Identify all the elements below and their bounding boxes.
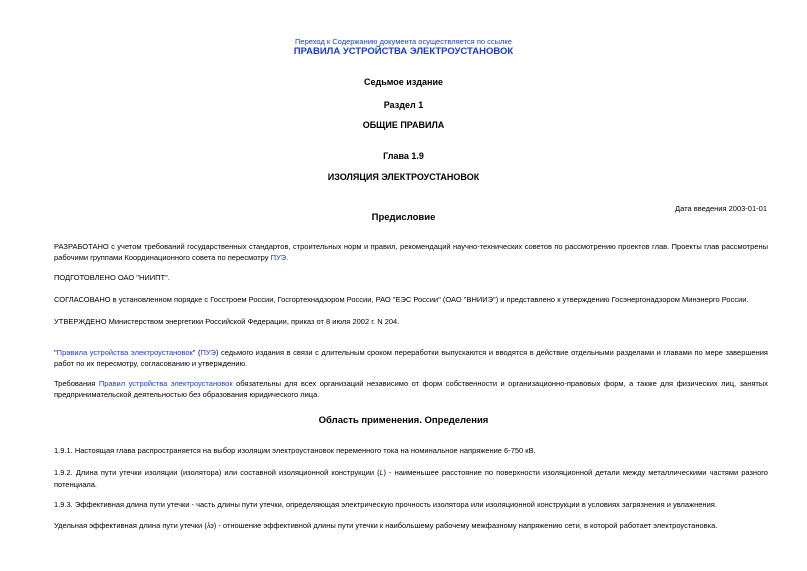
- preface-paragraph-requirements: Требования Правил устройства электроустановок обязательны для всех организаций независимо от форм собственности и организационно-правовых форм, а также для физических лиц, занятых предпринимательской деятельностью без образования юридического лица.: [54, 379, 768, 399]
- preface-paragraph-prepared: ПОДГОТОВЛЕНО ОАО "НИИПТ".: [54, 273, 170, 282]
- rules-link-2[interactable]: Правил устройства электроустановок: [98, 379, 233, 388]
- clause-specific-leakage: Удельная эффективная длина пути утечки (λэ) - отношение эффективной длины пути утечки к наибольшему рабочему межфазному напряжению сети, в которой работает электроустановка.: [54, 521, 718, 530]
- chapter-title: ИЗОЛЯЦИЯ ЭЛЕКТРОУСТАНОВОК: [327, 172, 480, 182]
- edition-heading: Седьмое издание: [364, 77, 443, 87]
- preface-heading: Предисловие: [371, 212, 436, 223]
- rules-link[interactable]: Правила устройства электроустановок: [56, 348, 193, 357]
- pue-link[interactable]: ПУЭ: [270, 253, 286, 262]
- preface-paragraph-developed: РАЗРАБОТАНО с учетом требований государственных стандартов, строительных норм и правил, рекомендаций научно-технических советов по рассмотрению проектов глав. Проекты глав рассмотрены рабочими группами Координационного совета по пересмотру ПУЭ.: [54, 242, 768, 262]
- contents-link[interactable]: Переход к Содержанию документа осуществляется по ссылке: [295, 37, 512, 46]
- leakage-length-symbol: L: [379, 470, 384, 477]
- section-title: ОБЩИЕ ПРАВИЛА: [362, 120, 445, 130]
- section-heading: Раздел 1: [383, 100, 424, 110]
- clause-1-9-1: 1.9.1. Настоящая глава распространяется на выбор изоляции электроустановок переменного тока на номинальное напряжение 6-750 кВ.: [54, 446, 536, 455]
- effective-date: Дата введения 2003-01-01: [675, 204, 767, 213]
- chapter-heading: Глава 1.9: [383, 151, 424, 161]
- preface-paragraph-agreed: СОГЛАСОВАНО в установленном порядке с Госстроем России, Госгортехнадзором России, РАО "ЕЭС России" (ОАО "ВНИИЭ") и представлено к утверждению Госэнергонадзором Минэнерго России.: [54, 295, 749, 304]
- clause-1-9-2: 1.9.2. Длина пути утечки изоляции (изолятора) или составной изоляционной конструкции (L) - наименьшее расстояние по поверхности изоляционной детали между металлическими частями разного потенциала.: [54, 468, 768, 489]
- preface-paragraph-approved: УТВЕРЖДЕНО Министерством энергетики Российской Федерации, приказ от 8 июля 2002 г. N 204.: [54, 317, 400, 326]
- scope-heading: Область применения. Определения: [318, 415, 489, 426]
- pue-link-2[interactable]: ПУЭ: [200, 348, 216, 357]
- specific-leakage-symbol: λэ: [206, 523, 214, 530]
- preface-paragraph-edition: "Правила устройства электроустановок" (ПУЭ) седьмого издания в связи с длительным сроком переработки выпускаются и вводятся в действие отдельными разделами и главами по мере завершения работ по их пересмотру, согласованию и утверждению.: [54, 348, 768, 368]
- clause-1-9-3: 1.9.3. Эффективная длина пути утечки - часть длины пути утечки, определяющая электрическую прочность изолятора или изоляционной конструкции в условиях загрязнения и увлажнения.: [54, 500, 717, 509]
- document-title-link[interactable]: ПРАВИЛА УСТРОЙСТВА ЭЛЕКТРОУСТАНОВОК: [293, 46, 514, 57]
